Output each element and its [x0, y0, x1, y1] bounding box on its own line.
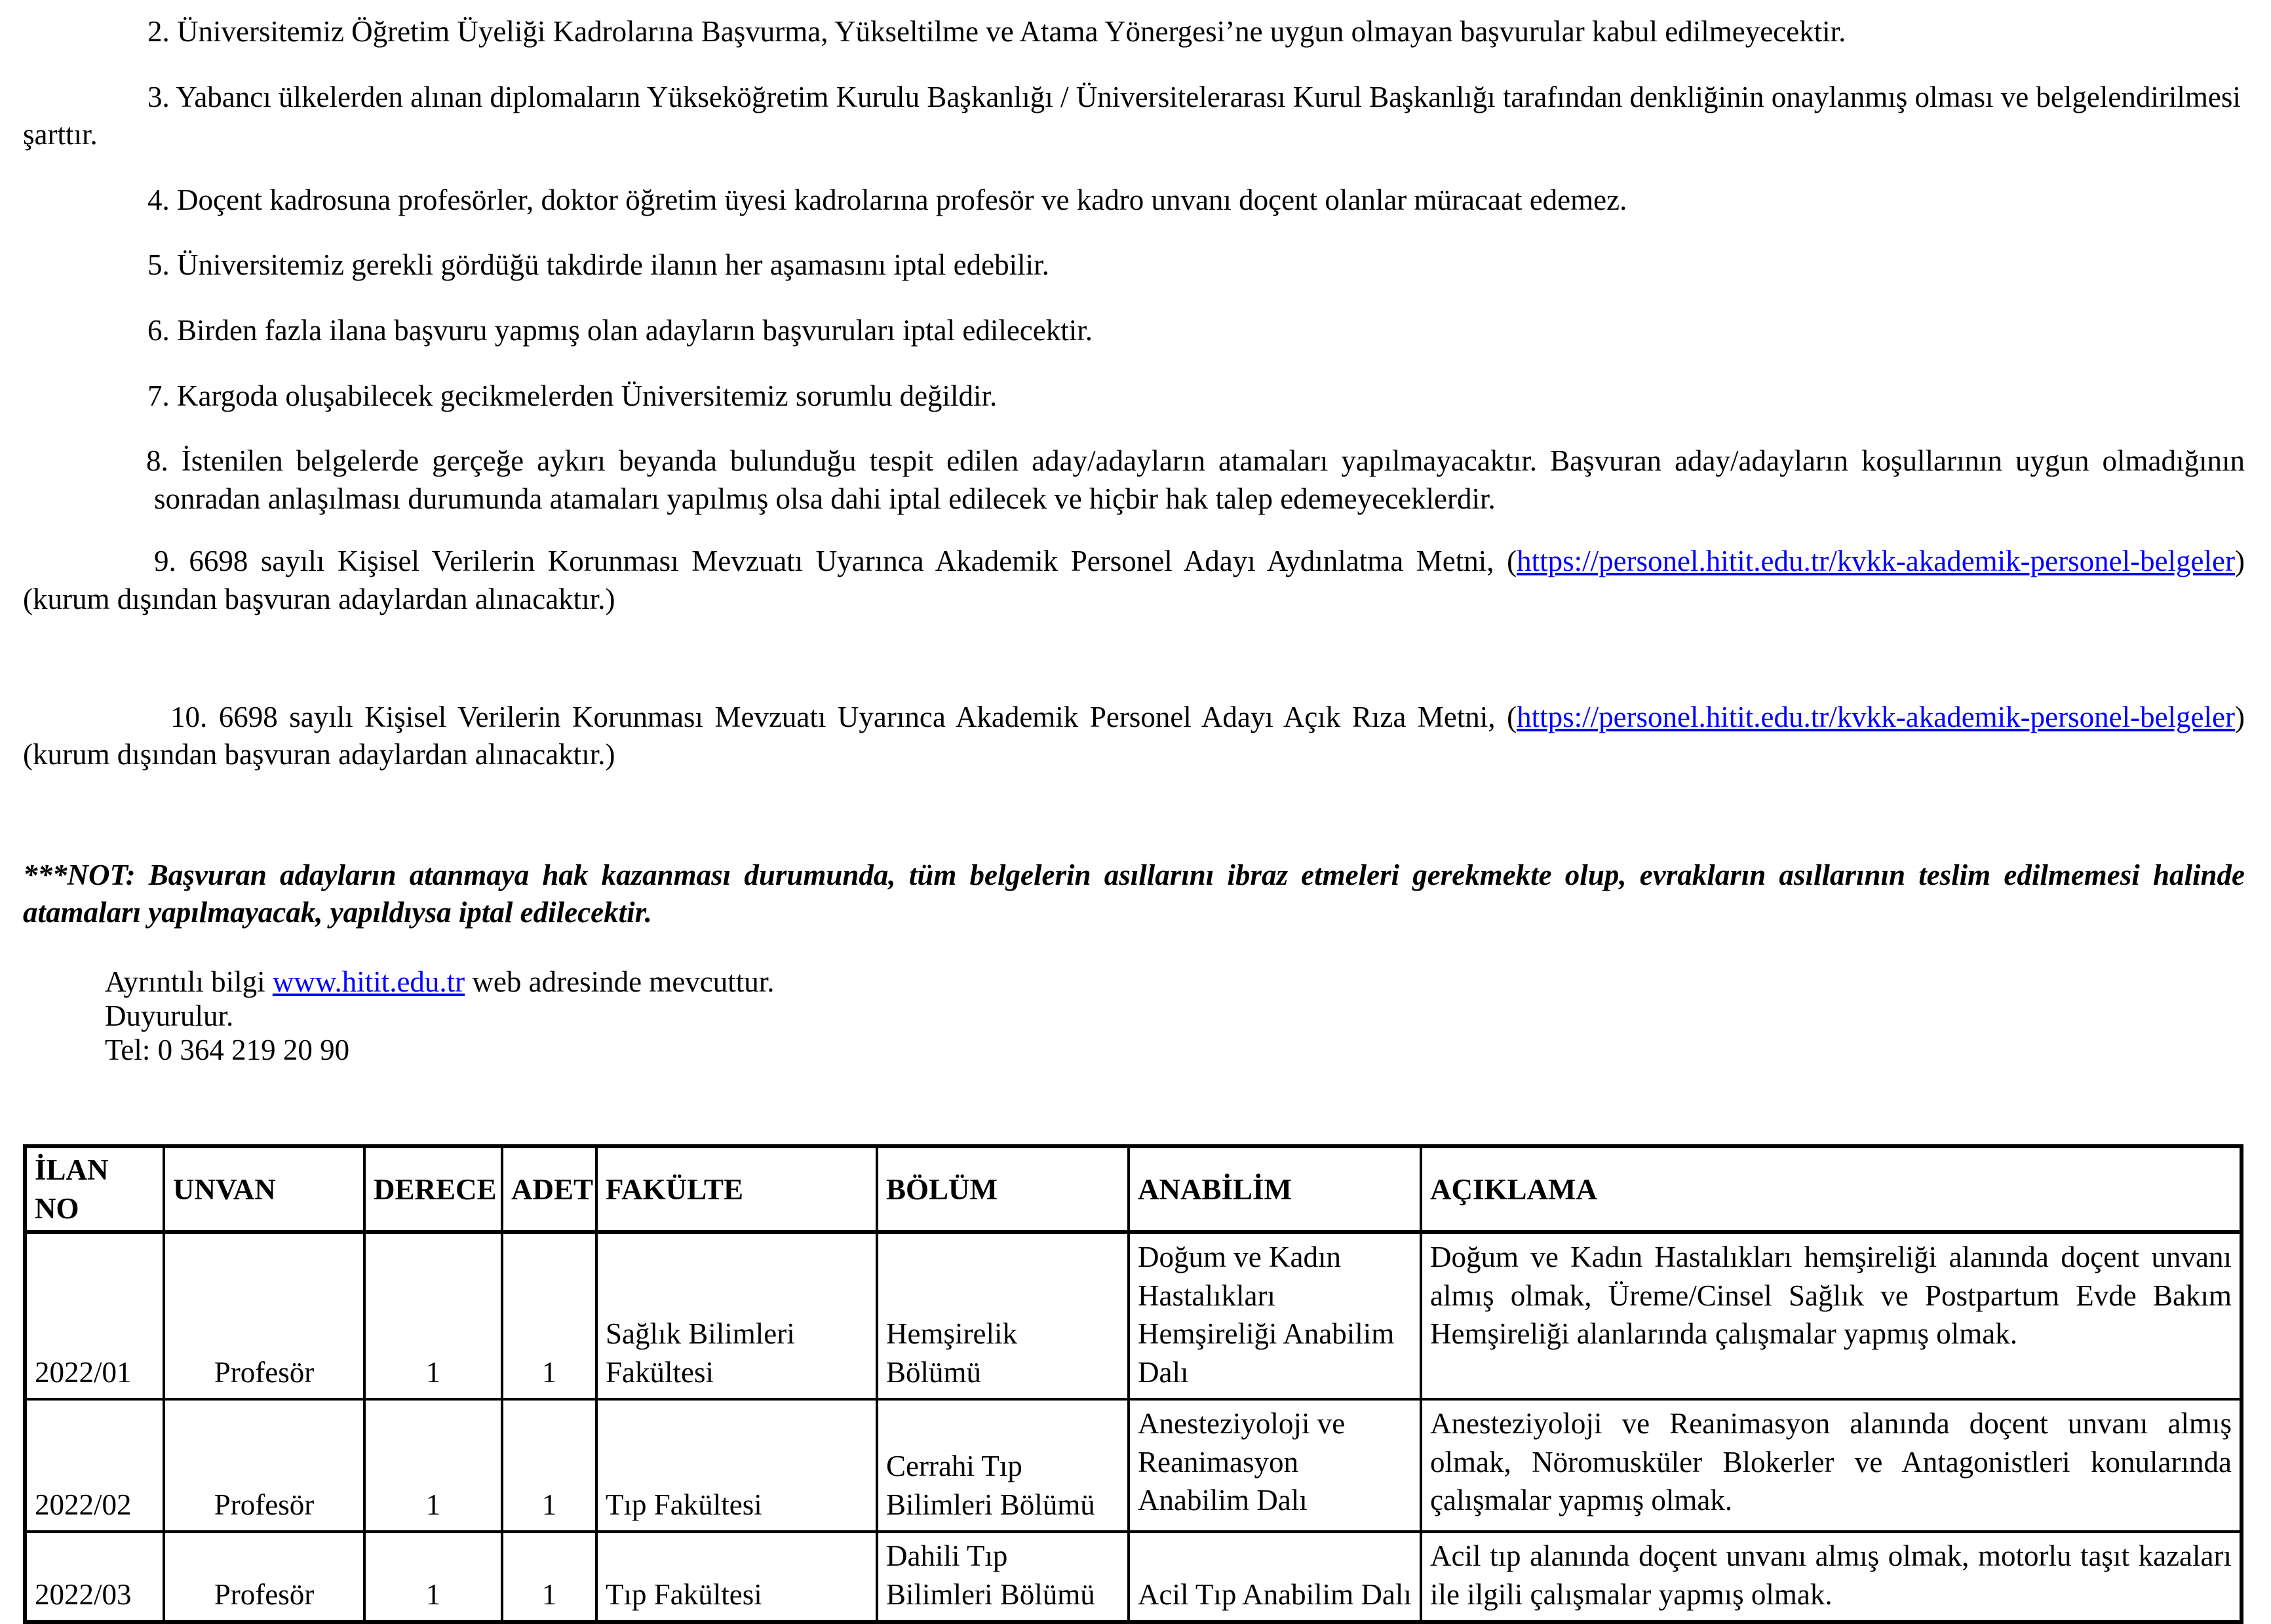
header-adet: ADET [502, 1146, 596, 1232]
note-text: 6. Birden fazla ilana başvuru yapmış olan adayların başvuruları iptal edilecektir. [147, 313, 1093, 347]
header-aciklama: AÇIKLAMA [1421, 1146, 2242, 1232]
vacancy-table-body [25, 1232, 2242, 1622]
cell-unvan: Profesör [164, 1399, 364, 1532]
cell-adet: 1 [502, 1532, 596, 1622]
note-item-8 [23, 442, 2245, 518]
special-note: ***NOT: Başvuran adayların atanmaya hak kazanması durumunda, tüm belgelerin asıllarını ibraz etmeleri gerekmekte olup, evrakların asıllarının teslim edilmemesi halinde atamaları yapılmayacak, yapıldıysa iptal edilecektir. [23, 858, 2245, 929]
header-unvan: UNVAN [164, 1146, 364, 1232]
contact-block [105, 965, 2245, 1068]
cell-bolum: Hemşirelik Bölümü [877, 1232, 1129, 1399]
note-item-7 [23, 377, 2245, 416]
header-derece: DERECE [364, 1146, 502, 1232]
note-text: 7. Kargoda oluşabilecek gecikmelerden Üniversitemiz sorumlu değildir. [147, 379, 998, 412]
note-text: ) (kurum dışından başvuran adaylardan alınacaktır.) [23, 545, 2245, 615]
note-text: 4. Doçent kadrosuna profesörler, doktor öğretim üyesi kadrolarına profesör ve kadro unvanı doçent olanlar müracaat edemez. [147, 183, 1627, 216]
header-ilan-no: İLAN NO [25, 1146, 164, 1232]
note-text: 3. Yabancı ülkelerden alınan diplomaların Yükseköğretim Kurulu Başkanlığı / Üniversitelerarası Kurul Başkanlığı tarafından denkliğinin onaylanmış olması ve belgelendirilmesi şarttır. [23, 80, 2241, 151]
note-item-9 [23, 543, 2245, 618]
note-text: 10. 6698 sayılı Kişisel Verilerin Korunması Mevzuatı Uyarınca Akademik Personel Adayı Açık Rıza Metni, ( [170, 700, 1517, 733]
cell-fakulte: Tıp Fakültesi [596, 1399, 877, 1532]
table-row [25, 1532, 2242, 1622]
cell-aciklama: Acil tıp alanında doçent unvanı almış olmak, motorlu taşıt kazaları ile ilgili çalışmalar yapmış olmak. [1421, 1532, 2242, 1622]
header-bolum: BÖLÜM [877, 1146, 1129, 1232]
vacancy-table-header [25, 1146, 2242, 1232]
note-item-5 [23, 246, 2245, 284]
cell-ilan-no: 2022/03 [25, 1532, 164, 1622]
kvkk-acik-riza-link[interactable]: https://personel.hitit.edu.tr/kvkk-akademik-personel-belgeler [1517, 700, 2235, 733]
cell-aciklama: Doğum ve Kadın Hastalıkları hemşireliği alanında doçent unvanı almış olmak, Üreme/Cinsel Sağlık ve Postpartum Evde Bakım Hemşireliği alanlarında çalışmalar yapmış olmak. [1421, 1232, 2242, 1399]
cell-derece: 1 [364, 1399, 502, 1532]
note-text: ) (kurum dışından başvuran adaylardan alınacaktır.) [23, 700, 2245, 771]
cell-ilan-no: 2022/01 [25, 1232, 164, 1399]
cell-anabilim: Acil Tıp Anabilim Dalı [1129, 1532, 1421, 1622]
note-item-2 [23, 13, 2245, 51]
note-text: 9. 6698 sayılı Kişisel Verilerin Korunması Mevzuatı Uyarınca Akademik Personel Adayı Aydınlatma Metni, ( [154, 545, 1517, 578]
header-row [25, 1146, 2242, 1232]
website-link[interactable]: www.hitit.edu.tr [272, 965, 465, 998]
contact-info-prefix: Ayrıntılı bilgi [105, 965, 273, 998]
cell-adet: 1 [502, 1232, 596, 1399]
table-row [25, 1232, 2242, 1399]
cell-fakulte: Tıp Fakültesi [596, 1532, 877, 1622]
cell-derece: 1 [364, 1232, 502, 1399]
note-item-4 [23, 182, 2245, 220]
header-anabilim: ANABİLİM [1129, 1146, 1421, 1232]
cell-aciklama: Anesteziyoloji ve Reanimasyon alanında doçent unvanı almış olmak, Nöromusküler Blokerler ve Antagonistleri konularında çalışmalar yapmış olmak. [1421, 1399, 2242, 1532]
header-fakulte: FAKÜLTE [596, 1146, 877, 1232]
cell-bolum: Dahili Tıp Bilimleri Bölümü [877, 1532, 1129, 1622]
phone-line: Tel: 0 364 219 20 90 [105, 1034, 350, 1067]
table-row [25, 1399, 2242, 1532]
cell-adet: 1 [502, 1399, 596, 1532]
note-item-10 [23, 699, 2245, 774]
cell-anabilim: Anesteziyoloji ve Reanimasyon Anabilim Dalı [1129, 1399, 1421, 1532]
note-item-3 [23, 79, 2245, 154]
contact-info-line [105, 965, 2245, 999]
note-text: 2. Üniversitemiz Öğretim Üyeliği Kadrolarına Başvurma, Yükseltilme ve Atama Yönergesi’ne uygun olmayan başvurular kabul edilmeyecektir. [147, 15, 1846, 48]
cell-anabilim: Doğum ve Kadın Hastalıkları Hemşireliği Anabilim Dalı [1129, 1232, 1421, 1399]
cell-ilan-no: 2022/02 [25, 1399, 164, 1532]
kvkk-aydinlatma-link[interactable]: https://personel.hitit.edu.tr/kvkk-akademik-personel-belgeler [1517, 545, 2235, 578]
contact-info-suffix: web adresinde mevcuttur. [465, 965, 775, 998]
note-text: 8. İstenilen belgelerde gerçeğe aykırı beyanda bulunduğu tespit edilen aday/adayların atamaları yapılmayacaktır. Başvuran aday/adayların koşullarının uygun olmadığının sonradan anlaşılması durumunda atamaları yapılmış olsa dahi iptal edilecek ve hiçbir hak talep edemeyeceklerdir. [146, 444, 2245, 515]
vacancy-table [23, 1144, 2243, 1624]
cell-fakulte: Sağlık Bilimleri Fakültesi [596, 1232, 877, 1399]
cell-bolum: Cerrahi Tıp Bilimleri Bölümü [877, 1399, 1129, 1532]
announcement-line: Duyurulur. [105, 999, 234, 1033]
cell-derece: 1 [364, 1532, 502, 1622]
note-text: 5. Üniversitemiz gerekli gördüğü takdirde ilanın her aşamasını iptal edebilir. [147, 248, 1049, 282]
cell-unvan: Profesör [164, 1532, 364, 1622]
cell-unvan: Profesör [164, 1232, 364, 1399]
note-item-6 [23, 312, 2245, 350]
